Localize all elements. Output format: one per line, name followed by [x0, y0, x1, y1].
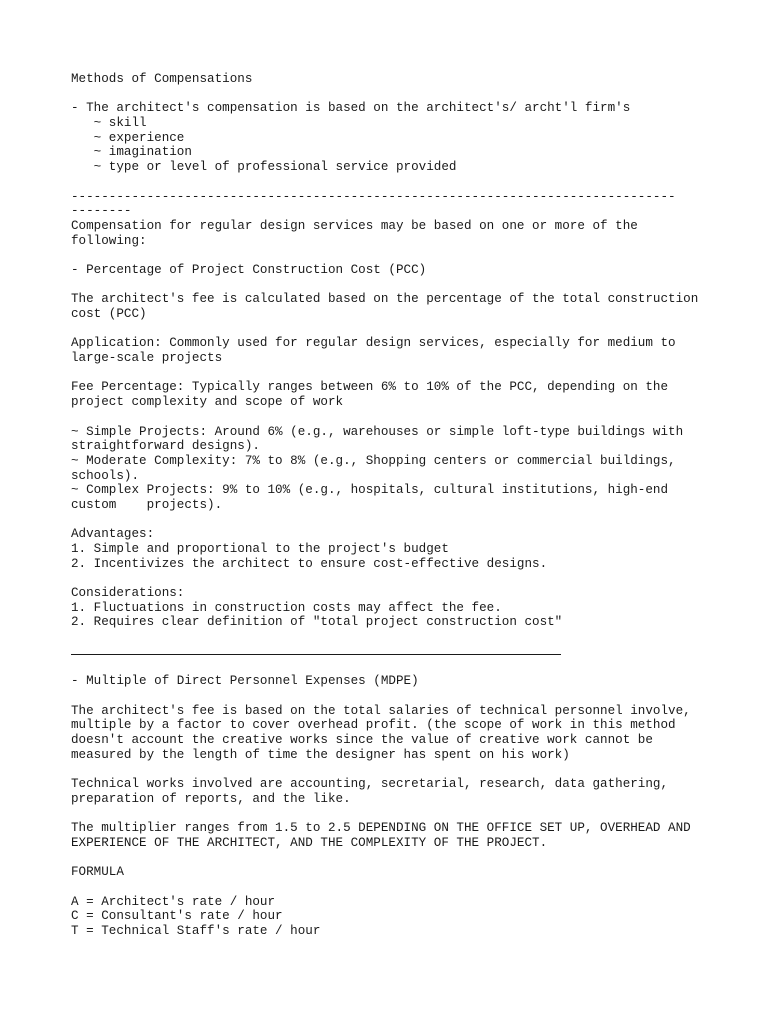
- text-line: multiple by a factor to cover overhead profit. (the scope of work in this method: [71, 718, 676, 733]
- text-line: 1. Simple and proportional to the project's budget: [71, 542, 449, 556]
- text-line: T = Technical Staff's rate / hour: [71, 923, 321, 938]
- blank-line: [71, 366, 711, 381]
- text-line: schools).: [71, 468, 140, 483]
- text-line: ~ type or level of professional service provided: [71, 160, 457, 175]
- blank-line: [71, 880, 711, 895]
- text-line: doesn't account the creative works since the value of creative work cannot be: [71, 732, 653, 747]
- text-line: --------: [71, 204, 132, 219]
- text-line: ~ Simple Projects: Around 6% (e.g., warehouses or simple loft-type buildings with: [71, 424, 684, 439]
- text-line: - The architect's compensation is based on the architect's/ archt'l firm's: [71, 101, 631, 116]
- text-line: cost (PCC): [71, 307, 147, 321]
- blank-line: [71, 689, 711, 704]
- text-line: The architect's fee is based on the total salaries of technical personnel involve,: [71, 703, 691, 718]
- text-line: The architect's fee is calculated based on the percentage of the total construction: [71, 292, 699, 307]
- blank-line: [71, 175, 711, 190]
- text-line: The multiplier ranges from 1.5 to 2.5 DEPENDING ON THE OFFICE SET UP, OVERHEAD AND: [71, 821, 691, 836]
- blank-line: [71, 278, 711, 293]
- text-line: 2. Requires clear definition of "total project construction cost": [71, 615, 563, 630]
- blank-line: [71, 248, 711, 263]
- blank-line: [71, 322, 711, 337]
- text-line: measured by the length of time the designer has spent on his work): [71, 747, 570, 762]
- text-line: ~ Complex Projects: 9% to 10% (e.g., hospitals, cultural institutions, high-end: [71, 483, 669, 498]
- text-line: ~ imagination: [71, 145, 192, 160]
- blank-line: [71, 513, 711, 528]
- blank-line: [71, 850, 711, 865]
- text-line: Fee Percentage: Typically ranges between 6% to 10% of the PCC, depending on the: [71, 380, 669, 395]
- text-line: Advantages:: [71, 527, 155, 542]
- text-line: 1. Fluctuations in construction costs may affect the fee.: [71, 600, 502, 615]
- blank-line: [71, 410, 711, 425]
- blank-line: [71, 762, 711, 777]
- horizontal-rule: [71, 645, 711, 660]
- text-line: - Percentage of Project Construction Cost (PCC): [71, 262, 427, 277]
- blank-line: [71, 806, 711, 821]
- text-line: A = Architect's rate / hour: [71, 894, 276, 909]
- blank-line: [71, 660, 711, 675]
- text-line: project complexity and scope of work: [71, 395, 344, 410]
- text-line: preparation of reports, and the like.: [71, 791, 351, 806]
- text-line: C = Consultant's rate / hour: [71, 909, 283, 924]
- text-line: Application: Commonly used for regular design services, especially for medium to: [71, 336, 676, 351]
- text-line: custom projects).: [71, 497, 223, 512]
- text-line: straightforward designs).: [71, 439, 260, 454]
- text-line: --------------------------------------------------------------------------------: [71, 189, 676, 204]
- blank-line: [71, 571, 711, 586]
- document-page: [71, 72, 711, 939]
- text-line: EXPERIENCE OF THE ARCHITECT, AND THE COMPLEXITY OF THE PROJECT.: [71, 835, 548, 850]
- blank-line: [71, 630, 711, 645]
- text-line: following:: [71, 233, 147, 248]
- blank-line: [71, 87, 711, 102]
- text-line: ~ Moderate Complexity: 7% to 8% (e.g., Shopping centers or commercial buildings,: [71, 453, 676, 468]
- text-line: Methods of Compensations: [71, 72, 253, 86]
- text-line: ~ skill: [71, 116, 147, 131]
- text-line: ~ experience: [71, 130, 185, 145]
- text-line: FORMULA: [71, 865, 124, 880]
- text-line: 2. Incentivizes the architect to ensure cost-effective designs.: [71, 556, 548, 571]
- text-line: Technical works involved are accounting, secretarial, research, data gathering,: [71, 777, 669, 791]
- text-line: Compensation for regular design services may be based on one or more of the: [71, 218, 638, 233]
- text-line: - Multiple of Direct Personnel Expenses (MDPE): [71, 674, 419, 689]
- text-line: Considerations:: [71, 586, 185, 601]
- text-line: large-scale projects: [71, 351, 223, 366]
